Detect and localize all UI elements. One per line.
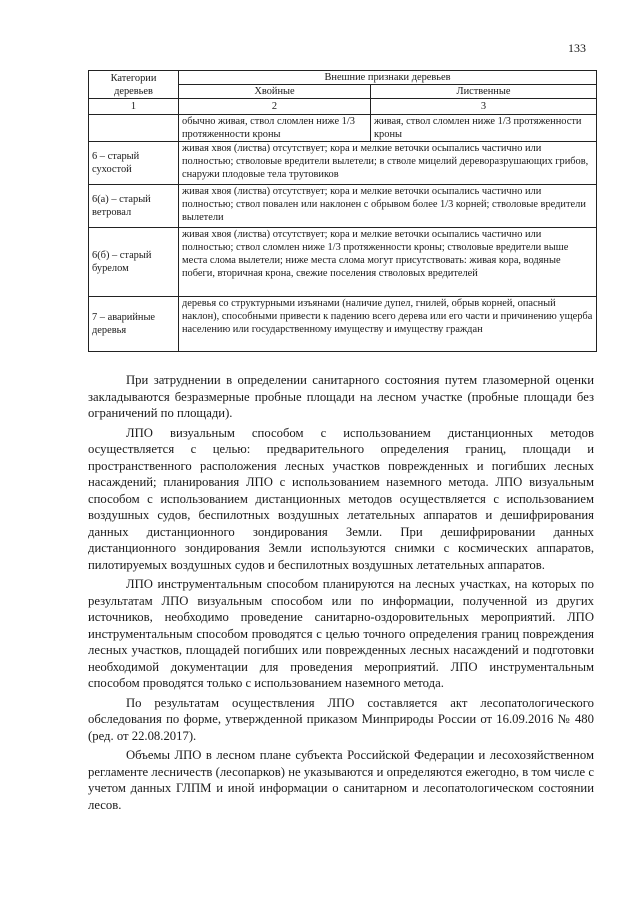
header-features: Внешние признаки деревьев bbox=[179, 71, 597, 85]
row-features: деревья со структурными изъянами (наличие дупел, гнилей, обрыв корней, опасный наклон), способными привести к падению всего дерева или его части и причинению ущерба населению или государственному имуществу и имуществу граждан bbox=[179, 297, 597, 352]
col-number-1: 1 bbox=[89, 99, 179, 115]
row-deciduous-features: живая, ствол сломлен ниже 1/3 протяженности кроны bbox=[371, 115, 597, 142]
row-category: 6(б) – старый бурелом bbox=[89, 228, 179, 297]
paragraph: Объемы ЛПО в лесном плане субъекта Российской Федерации и лесохозяйственном регламенте лесничеств (лесопарков) не указываются и определяются ежегодно, в том числе с учетом данных ГЛПМ и иной информации о санитарном и лесопатологическом состоянии лесов. bbox=[88, 748, 594, 812]
header-deciduous: Лиственные bbox=[371, 85, 597, 99]
row-category: 6(а) – старый ветровал bbox=[89, 185, 179, 228]
tree-category-table bbox=[88, 70, 597, 352]
table-row bbox=[89, 297, 597, 352]
col-number-2: 2 bbox=[179, 99, 371, 115]
row-features: живая хвоя (листва) отсутствует; кора и мелкие веточки осыпались частично или полностью; ствол повален или наклонен с обрывом более 1/3 корней; стволовые вредители вылетели bbox=[179, 185, 597, 228]
paragraph: ЛПО визуальным способом с использованием дистанционных методов осуществляется с целью: предварительного определения границ, площади и пространственного расположения лесных участков поврежденных и погибших лесных насаждений; планирования ЛПО с использованием наземного метода. ЛПО визуальным способом с использованием дистанционных методов осуществляется с использованием воздушных судов, беспилотных воздушных летательных аппаратов и дешифрирования данных дистанционного зондирования Земли. При дешифрировании данных дистанционного зондирования Земли используются снимки с космических аппаратов, пилотируемых воздушных судов и беспилотных воздушных летательных аппаратов. bbox=[88, 425, 594, 572]
row-category: 7 – аварийные деревья bbox=[89, 297, 179, 352]
row-category bbox=[89, 115, 179, 142]
table-row bbox=[89, 115, 597, 142]
paragraph: При затруднении в определении санитарного состояния путем глазомерной оценки закладываются безразмерные пробные площади на лесном участке (пробные площади без ограничений по площади). bbox=[88, 373, 594, 420]
header-category: Категории деревьев bbox=[89, 71, 179, 99]
paragraph: ЛПО инструментальным способом планируются на лесных участках, на которых по результатам ЛПО визуальным способом или по информации, полученной из других источников, необходимо проведение санитарно-оздоровительных мероприятий. ЛПО инструментальным способом проводятся с целью точного определения границ повреждения лесных участков, площадей погибших или поврежденных лесных насаждений и подготовки необходимой документации для проведения мероприятий. ЛПО инструментальным способом проводятся только с использованием наземного метода. bbox=[88, 577, 594, 690]
row-category: 6 – старый сухостой bbox=[89, 142, 179, 185]
header-conifer: Хвойные bbox=[179, 85, 371, 99]
table-header-row bbox=[89, 71, 597, 85]
body-text bbox=[88, 372, 594, 816]
table-number-row bbox=[89, 99, 597, 115]
row-conifer-features: обычно живая, ствол сломлен ниже 1/3 протяженности кроны bbox=[179, 115, 371, 142]
table-row bbox=[89, 228, 597, 297]
col-number-3: 3 bbox=[371, 99, 597, 115]
table-row bbox=[89, 142, 597, 185]
page-number: 133 bbox=[568, 41, 586, 55]
table-row bbox=[89, 185, 597, 228]
row-features: живая хвоя (листва) отсутствует; кора и мелкие веточки осыпались частично или полностью; стволовые вредители вылетели; в стволе мицелий дереворазрушающих грибов, снаружи плодовые тела трутовиков bbox=[179, 142, 597, 185]
row-features: живая хвоя (листва) отсутствует; кора и мелкие веточки осыпались частично или полностью; ствол сломлен ниже 1/3 протяженности кроны; стволовые вредители выше места слома вылетели; ниже места слома могут присутствовать: живая кора, водяные побеги, вторичная крона, свежие поселения стволовых вредителей bbox=[179, 228, 597, 297]
paragraph: По результатам осуществления ЛПО составляется акт лесопатологического обследования по форме, утвержденной приказом Минприроды России от 16.09.2016 № 480 (ред. от 22.08.2017). bbox=[88, 695, 594, 743]
